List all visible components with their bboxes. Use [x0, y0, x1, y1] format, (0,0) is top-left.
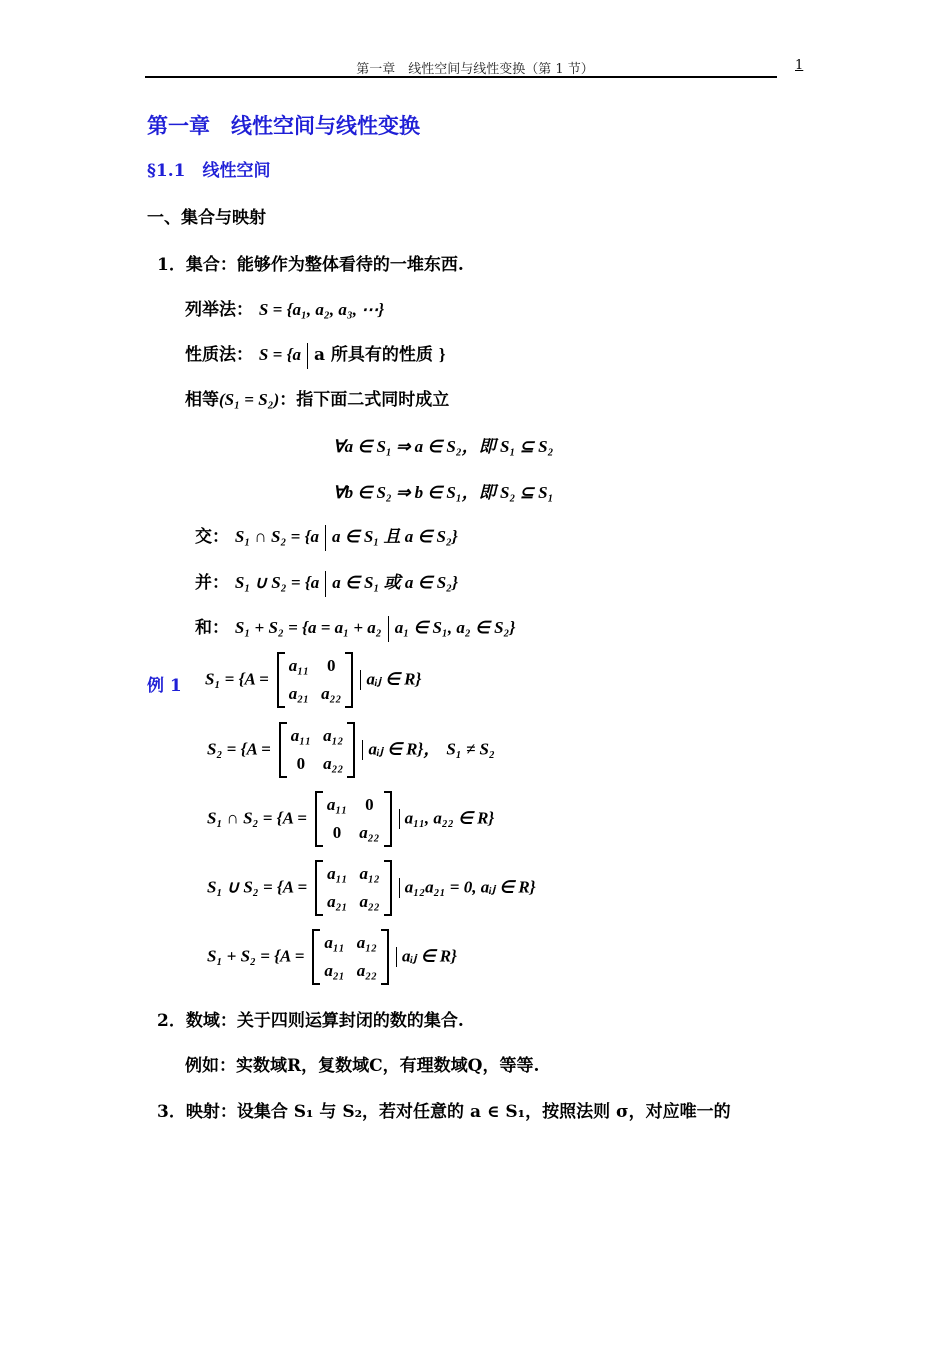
set-builder-bar [362, 740, 363, 760]
item-2-text: 数域：关于四则运算封闭的数的集合. [185, 1011, 464, 1031]
example-row-cond: aᵢⱼ ∈ R}， [368, 739, 441, 759]
chapter-title: 第一章 线性空间与线性变换 [147, 113, 420, 138]
item-1-text: 集合：能够作为整体看待的一堆东西. [185, 255, 464, 275]
property-method-cond: a 所具有的性质 [313, 345, 433, 365]
matrix-entry: a₁₁ [288, 656, 310, 675]
matrix-entry: a₂₂ [359, 892, 380, 911]
matrix-entry: 0 [296, 754, 306, 773]
list-method-label: 列举法： [185, 300, 253, 320]
running-header: 第一章 线性空间与线性变换（第 1 节） [356, 62, 594, 77]
matrix [315, 791, 392, 847]
example-row-lhs: S₁ ∩ S₂ = {A = [207, 808, 307, 828]
matrix-entry: a₁₁ [326, 795, 348, 814]
intersection-lhs: S₁ ∩ S₂ = {a [234, 527, 320, 546]
matrix-entry: a₁₂ [323, 726, 344, 745]
equality-expr: (S₁ = S₂) [219, 390, 280, 409]
example-1-label: 例 1 [147, 676, 182, 696]
matrix-entry: a₁₁ [327, 864, 348, 883]
set-builder-bar [360, 670, 361, 690]
matrix-entry: a₂₁ [288, 684, 310, 703]
example-row-extra: S₁ ≠ S₂ [446, 739, 495, 759]
property-method-prefix: S = {a [258, 345, 301, 364]
example-row-lhs: S₂ = {A = [207, 739, 271, 759]
set-builder-bar [325, 571, 326, 597]
example-row-cond: aᵢⱼ ∈ R} [402, 946, 457, 966]
implication-2: ∀b ∈ S₂ ⇒ b ∈ S₁，即 S₂ ⊆ S₁ [333, 483, 554, 502]
list-method-line [185, 295, 384, 320]
matrix-entry: a₁₂ [359, 864, 380, 883]
matrix [312, 929, 389, 985]
example-row-lhs: S₁ ∪ S₂ = {A = [207, 877, 308, 897]
union-line [195, 568, 458, 597]
item-3-text: 映射：设集合 S₁ 与 S₂，若对任意的 a ∈ S₁，按照法则 σ，对应唯一的 [185, 1102, 731, 1122]
equality-line [185, 385, 449, 410]
property-method-suffix: } [438, 345, 446, 364]
example-row-cond: a₁₂a₂₁ = 0, aᵢⱼ ∈ R} [404, 877, 536, 897]
sum-rhs: a₁ ∈ S₁, a₂ ∈ S₂} [394, 618, 516, 637]
example-row-lhs: S₁ = {A = [205, 669, 269, 689]
section-title: §1.1 线性空间 [147, 161, 271, 181]
list-method-expr: S = {a₁, a₂, a₃, ⋯} [258, 300, 385, 319]
set-builder-bar [325, 525, 326, 551]
equality-desc: ：指下面二式同时成立 [279, 390, 450, 410]
matrix [277, 652, 354, 708]
example-row-cond: a₁₁, a₂₂ ∈ R} [404, 808, 495, 828]
set-builder-bar [307, 343, 308, 369]
matrix-entry: a₂₂ [321, 684, 342, 703]
matrix-entry: a₂₁ [324, 961, 345, 980]
subsection-heading: 一、集合与映射 [147, 208, 266, 228]
example-row-lhs: S₁ + S₂ = {A = [207, 946, 305, 966]
page-number: 1 [795, 58, 804, 73]
intersection-rhs: a ∈ S₁ 且 a ∈ S₂} [332, 527, 458, 546]
example-row-cond: aᵢⱼ ∈ R} [366, 669, 422, 689]
matrix-entry: 0 [327, 656, 336, 675]
union-label: 并： [195, 573, 229, 593]
intersection-label: 交： [195, 527, 229, 547]
equality-label: 相等 [185, 390, 219, 410]
matrix-entry: a₂₂ [359, 823, 380, 842]
property-method-label: 性质法： [185, 345, 253, 365]
matrix-entry: 0 [332, 823, 342, 842]
item-3-number: 3． [157, 1102, 186, 1122]
matrix [279, 722, 356, 778]
matrix-entry: a₁₁ [324, 933, 345, 952]
property-method-line [185, 340, 446, 369]
matrix-entry: 0 [365, 795, 374, 814]
number-field-examples: 例如：实数域R，复数域C，有理数域Q，等等. [185, 1056, 540, 1076]
union-rhs: a ∈ S₁ 或 a ∈ S₂} [332, 573, 459, 592]
matrix-entry: a₁₂ [356, 933, 378, 952]
set-builder-bar [388, 616, 389, 642]
matrix-entry: a₂₂ [323, 754, 344, 773]
intersection-line [195, 522, 458, 551]
matrix [315, 860, 392, 916]
set-builder-bar [396, 947, 397, 967]
item-2 [157, 1006, 464, 1031]
example-row-5 [207, 929, 457, 985]
item-1 [157, 250, 464, 275]
example-row-3 [207, 791, 494, 847]
item-1-number: 1． [157, 255, 186, 275]
set-builder-bar [399, 809, 400, 829]
item-2-number: 2． [157, 1011, 186, 1031]
implication-1: ∀a ∈ S₁ ⇒ a ∈ S₂，即 S₁ ⊆ S₂ [333, 437, 554, 456]
sum-lhs: S₁ + S₂ = {a = a₁ + a₂ [234, 618, 382, 637]
item-3 [157, 1097, 731, 1122]
example-row-4 [207, 860, 536, 916]
union-lhs: S₁ ∪ S₂ = {a [234, 573, 320, 592]
matrix-entry: a₂₁ [327, 892, 348, 911]
header-rule [145, 76, 777, 78]
example-row-2 [207, 722, 495, 778]
set-builder-bar [399, 878, 400, 898]
example-row-1 [205, 652, 421, 708]
matrix-entry: a₁₁ [290, 726, 312, 745]
sum-label: 和： [195, 618, 229, 638]
sum-line [195, 613, 515, 642]
matrix-entry: a₂₂ [356, 961, 378, 980]
